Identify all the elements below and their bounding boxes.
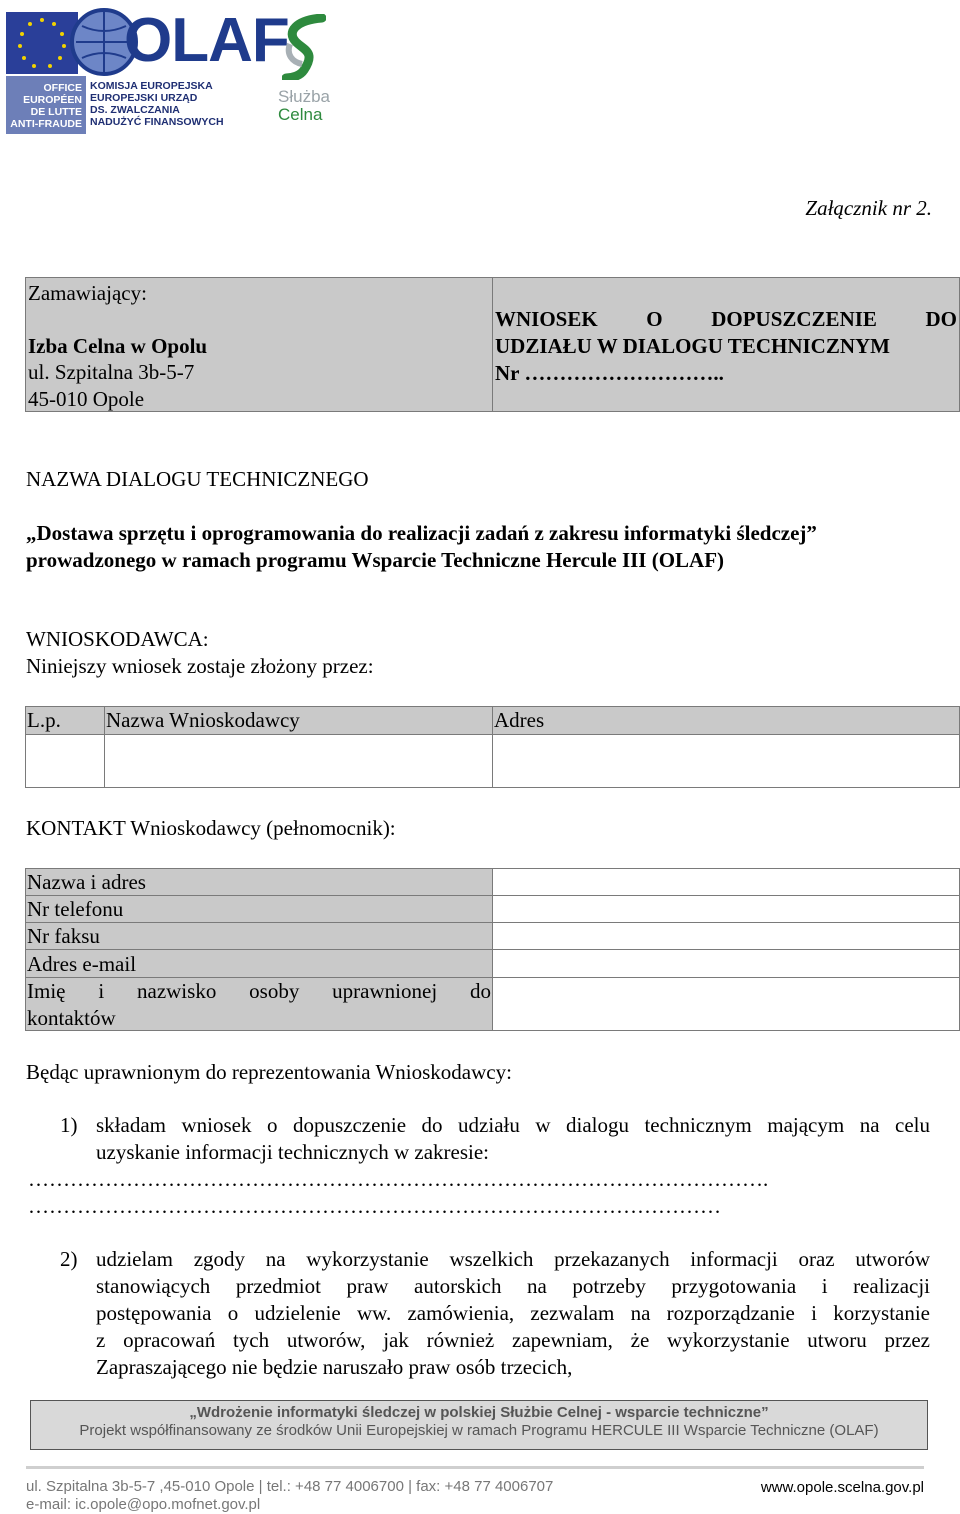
project-note: Projekt współfinansowany ze środków Unii Europejskiej w ramach Programu HERCULE III Wsparcie Techniczne (OLAF): [79, 1422, 879, 1439]
contact-person-field[interactable]: [492, 977, 960, 1031]
table-header-name: Nazwa Wnioskodawcy: [106, 708, 300, 732]
olaf-logo-text: OLAF: [124, 6, 289, 75]
table-cell-address[interactable]: [492, 734, 960, 788]
sluzba-line: Służba: [278, 87, 330, 106]
request-title-line: WNIOSEK O DOPUSZCZENIE DO: [495, 307, 957, 331]
declaration-line: stanowiących przedmiot praw autorskich na potrzeby przygotowania i realizacji: [96, 1274, 930, 1298]
olaf-office-line: DE LUTTE: [30, 106, 82, 118]
request-number: [495, 360, 724, 387]
table-header-cell: [492, 706, 960, 735]
olaf-commission-line: NADUŻYĆ FINANSOWYCH: [90, 116, 224, 128]
contact-label: Imię i nazwisko osoby uprawnionej do: [27, 979, 491, 1003]
olaf-office-label: [6, 76, 86, 134]
declarations-intro: Będąc uprawnionym do reprezentowania Wnioskodawcy:: [26, 1060, 512, 1084]
orderer-label: Zamawiający:: [28, 281, 147, 305]
sluzba-celna-text: [278, 88, 330, 124]
declaration-line: z opracowań tych utworów, jak również zapewniam, że wykorzystanie utworu przez: [96, 1328, 930, 1352]
contact-label: kontaktów: [27, 1006, 116, 1030]
contact-label: Nr faksu: [27, 924, 100, 948]
table-header-cell: [25, 706, 105, 735]
declaration-number: 1): [60, 1113, 78, 1137]
contact-label-cell: [25, 977, 493, 1031]
project-footer-box: [30, 1400, 928, 1450]
declaration-line: składam wniosek o dopuszczenie do udziału w dialogu technicznym mającym na celu: [96, 1113, 930, 1137]
project-title: „Wdrożenie informatyki śledczej w polskiej Służbie Celnej - wsparcie techniczne”: [189, 1404, 769, 1421]
contact-label: Nr telefonu: [27, 897, 124, 921]
contact-label-cell: [25, 868, 493, 896]
orderer-city: 45-010 Opole: [28, 387, 145, 411]
footer-website-link[interactable]: www.opole.scelna.gov.pl: [760, 1479, 924, 1496]
contact-label-cell: [25, 949, 493, 978]
declaration-line: udzielam zgody na wykorzystanie wszelkich przekazanych informacji oraz utworów: [96, 1247, 930, 1271]
declaration-number: 2): [60, 1247, 78, 1271]
olaf-office-line: EUROPÉEN: [23, 94, 82, 106]
table-header-cell: [104, 706, 493, 735]
request-title-line: UDZIAŁU W DIALOGU TECHNICZNYM: [495, 334, 890, 358]
sluzba-celna-logo: [278, 14, 348, 129]
table-cell-lp[interactable]: [25, 734, 105, 788]
table-header-address: Adres: [494, 708, 545, 732]
footer-address: ul. Szpitalna 3b-5-7 ,45-010 Opole | tel.: +48 77 4006700 | fax: +48 77 4006707: [26, 1478, 554, 1495]
applicant-heading: WNIOSKODAWCA:: [26, 627, 209, 651]
olaf-commission-line: KOMISJA EUROPEJSKA: [90, 80, 213, 92]
olaf-commission-line: EUROPEJSKI URZĄD: [90, 92, 198, 104]
declaration-fill-line[interactable]: ………………………………………………………………………………………: [28, 1194, 721, 1218]
declaration-line: uzyskanie informacji technicznych w zakresie:: [96, 1140, 489, 1164]
table-header-lp: L.p.: [27, 708, 61, 732]
dialogue-heading: NAZWA DIALOGU TECHNICZNEGO: [26, 467, 369, 491]
footer-email[interactable]: e-mail: ic.opole@opo.mofnet.gov.pl: [26, 1496, 261, 1513]
contact-label: Adres e-mail: [27, 952, 137, 976]
olaf-commission-label: [90, 80, 260, 128]
contact-fax-field[interactable]: [492, 922, 960, 950]
request-number-prefix: Nr: [495, 361, 520, 385]
contact-phone-field[interactable]: [492, 895, 960, 923]
orderer-cell: [25, 277, 493, 412]
contact-heading: KONTAKT Wnioskodawcy (pełnomocnik):: [26, 816, 396, 840]
contact-email-field[interactable]: [492, 949, 960, 978]
olaf-commission-line: DS. ZWALCZANIA: [90, 104, 180, 116]
annex-label: Załącznik nr 2.: [805, 196, 932, 220]
olaf-office-line: OFFICE: [43, 82, 82, 94]
applicant-intro: Niniejszy wniosek zostaje złożony przez:: [26, 654, 374, 678]
dialogue-name-line: prowadzonego w ramach programu Wsparcie Techniczne Hercule III (OLAF): [26, 548, 725, 572]
sluzba-line: Celna: [278, 105, 323, 124]
olaf-office-line: ANTI-FRAUDE: [10, 118, 82, 130]
request-number-dots: ………………………..: [524, 361, 724, 385]
request-title-cell: [492, 277, 960, 412]
contact-name-address-field[interactable]: [492, 868, 960, 896]
orderer-street: ul. Szpitalna 3b-5-7: [28, 360, 195, 384]
table-cell-name[interactable]: [104, 734, 493, 788]
sluzba-celna-emblem-icon: [282, 14, 326, 80]
declaration-fill-line[interactable]: …………………………………………………………………………………………….: [28, 1167, 769, 1191]
footer-divider: [26, 1466, 924, 1469]
contact-label: Nazwa i adres: [27, 870, 146, 894]
declaration-line: postępowania o udzielenie ww. zamówienia, zezwalam na rozporządzanie i korzystanie: [96, 1301, 930, 1325]
olaf-logo: [6, 6, 289, 134]
declaration-line: Zapraszającego nie będzie naruszało praw osób trzecich,: [96, 1355, 573, 1379]
dialogue-name-line: „Dostawa sprzętu i oprogramowania do realizacji zadań z zakresu informatyki śledczej”: [26, 521, 817, 545]
contact-label-cell: [25, 895, 493, 923]
orderer-name: Izba Celna w Opolu: [28, 334, 208, 358]
contact-label-cell: [25, 922, 493, 950]
